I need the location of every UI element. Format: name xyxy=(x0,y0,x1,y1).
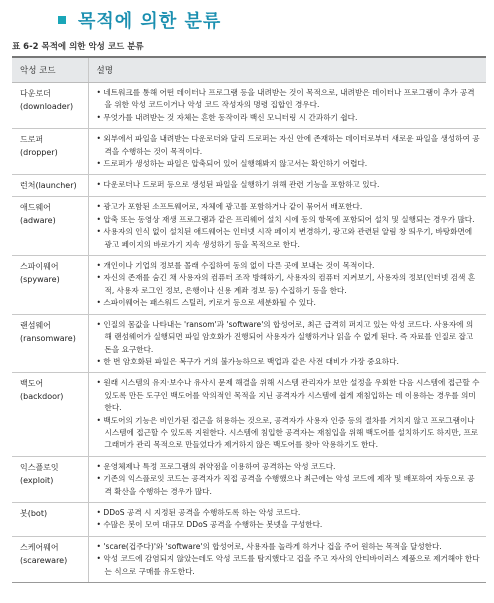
malware-name-line: 랜섬웨어 xyxy=(20,320,51,330)
description-item: • 한 번 암호화된 파일은 복구가 거의 불가능하므로 백업과 같은 사전 대비가 가장 중요하다. xyxy=(97,356,481,368)
section-heading xyxy=(58,6,221,34)
description-item: • 스파이웨어는 패스워드 스틸러, 키로거 등으로 세분화될 수 있다. xyxy=(97,297,481,309)
description-item: • 개인이나 기업의 정보를 몰래 수집하여 동의 없이 다른 곳에 보내는 것이 목적이다. xyxy=(97,260,481,272)
column-header-description: 설명 xyxy=(88,57,486,83)
malware-name-line: 백도어 xyxy=(20,379,44,389)
description-item: • 'scare(겁주다)'와 'software'의 합성어로, 사용자를 놀라게 하거나 겁을 주어 원하는 목적을 달성한다. xyxy=(97,541,481,553)
malware-name-line: (downloader) xyxy=(20,102,74,111)
malware-name-line: 런처(launcher) xyxy=(20,181,77,191)
description-list xyxy=(97,260,481,310)
malware-name-line: 드로퍼 xyxy=(20,135,44,145)
column-header-code: 악성 코드 xyxy=(12,57,88,83)
malware-name-cell xyxy=(12,175,88,197)
description-list xyxy=(97,541,481,578)
malware-name-line: (dropper) xyxy=(20,148,58,158)
malware-name-cell xyxy=(12,373,88,456)
malware-name-line: (exploit) xyxy=(20,475,54,485)
description-item: • 압축 또는 동영상 재생 프로그램과 같은 프리웨어 설치 시에 동의 항목에 포함되어 설치 및 실행되는 경우가 많다. xyxy=(97,214,481,226)
description-item: • 악성 코드에 감염되지 않았는데도 악성 코드를 탐지했다고 겁을 주고 자사의 안티바이러스 제품으로 제거해야 한다는 식으로 구매를 유도한다. xyxy=(97,553,481,578)
description-list xyxy=(97,179,481,191)
description-item: • 원래 시스템의 유지·보수나 유사시 문제 해결을 위해 시스템 관리자가 보안 설정을 우회한 다음 시스템에 접근할 수 있도록 만든 도구인 백도어를 악의적인 목적을 지닌 공격자가 시스템에 쉽게 재침입하는 데 이용하는 경우를 의미한다. xyxy=(97,377,481,414)
description-cell xyxy=(88,373,486,456)
malware-name-line: (scareware) xyxy=(20,555,68,565)
description-list xyxy=(97,461,481,498)
malware-name-cell xyxy=(12,536,88,582)
malware-name-cell xyxy=(12,456,88,502)
description-item: • 사용자의 인식 없이 설치된 애드웨어는 인터넷 시작 페이지 변경하기, 광고와 관련된 알림 창 띄우기, 바탕화면에 광고 페이지의 바로가기 지속 생성하기 등을 목적으로 한다. xyxy=(97,226,481,251)
description-cell xyxy=(88,314,486,373)
malware-name-line: 스파이웨어 xyxy=(20,262,59,272)
malware-name-line: (spyware) xyxy=(20,275,60,285)
description-cell xyxy=(88,256,486,315)
description-cell xyxy=(88,456,486,502)
description-item: • DDoS 공격 시 지정된 공격을 수행하도록 하는 악성 코드다. xyxy=(97,507,481,519)
description-list xyxy=(97,87,481,124)
table-row xyxy=(12,456,486,502)
table-row xyxy=(12,197,486,256)
malware-name-cell xyxy=(12,256,88,315)
malware-table xyxy=(12,56,486,583)
description-item: • 자신의 존재를 숨긴 채 사용자의 컴퓨터 조작 방해하기, 사용자의 컴퓨터 지켜보기, 사용자의 정보(인터넷 검색 흔적, 사용자 로그인 정보, 은행이나 신용 계좌 정보 등) 수집하기 등을 한다. xyxy=(97,272,481,297)
description-item: • 드로퍼가 생성하는 파일은 압축되어 있어 실행해봐지 않고서는 확인하기 어렵다. xyxy=(97,158,481,170)
description-list xyxy=(97,377,481,451)
description-list xyxy=(97,507,481,532)
description-list xyxy=(97,201,481,251)
malware-name-line: (adware) xyxy=(20,216,56,226)
description-list xyxy=(97,133,481,170)
table-row xyxy=(12,314,486,373)
malware-name-line: (backdoor) xyxy=(20,392,64,402)
malware-name-cell xyxy=(12,129,88,175)
description-item: • 백도어의 기능은 비인가된 접근을 허용하는 것으로, 공격자가 사용자 인증 등의 절차를 거치지 않고 프로그램이나 시스템에 접근할 수 있도록 지원한다. 시스템에 침입한 공격자는 재침입을 위해 백도어를 설치하기도 하지만, 프로그래머가 관리 목적으로 만들었다가 제거하지 않은 백도어를 찾아 악용하기도 한다. xyxy=(97,415,481,452)
section-title: 목적에 의한 분류 xyxy=(78,11,222,32)
description-item: • 수많은 봇이 모여 대규모 DDoS 공격을 수행하는 봇넷을 구성한다. xyxy=(97,519,481,531)
table-header-row xyxy=(12,57,486,83)
description-item: • 광고가 포함된 소프트웨어로, 자체에 광고를 포함하거나 같이 묶어서 배포한다. xyxy=(97,201,481,213)
table-row xyxy=(12,502,486,536)
malware-name-cell xyxy=(12,197,88,256)
malware-name-cell xyxy=(12,502,88,536)
square-bullet-icon xyxy=(58,16,66,24)
description-item: • 기존의 익스플로잇 코드는 공격자가 직접 공격을 수행했으나 최근에는 악성 코드에 제작 및 배포하여 자동으로 공격 확산을 수행하는 경우가 많다. xyxy=(97,473,481,498)
table-body xyxy=(12,83,486,583)
table-row xyxy=(12,83,486,129)
malware-name-cell xyxy=(12,314,88,373)
description-cell xyxy=(88,175,486,197)
description-item: • 운영체제나 특정 프로그램의 취약점을 이용하여 공격하는 악성 코드다. xyxy=(97,461,481,473)
table-row xyxy=(12,129,486,175)
malware-name-line: (ransomware) xyxy=(20,333,76,343)
description-item: • 무엇가를 내려받는 것 자체는 흔한 동작이라 백신 모니터링 시 간과하기 쉽다. xyxy=(97,112,481,124)
malware-name-cell xyxy=(12,83,88,129)
description-item: • 외부에서 파일을 내려받는 다운로더와 달리 드로퍼는 자신 안에 존재하는 데이터로부터 새로운 파일을 생성하여 공격을 수행하는 것이 목적이다. xyxy=(97,133,481,158)
malware-name-line: 스케어웨어 xyxy=(20,542,59,552)
description-list xyxy=(97,319,481,369)
description-cell xyxy=(88,536,486,582)
description-item: • 인질의 몸값을 나타내는 'ransom'과 'software'의 합성어로, 최근 급격히 퍼지고 있는 악성 코드다. 사용자에 의해 랜섬웨어가 실행되면 파일 암호화가 진행되어 사용자가 실행하거나 읽을 수 없게 된다. 즉 자료를 인질로 잡고 돈을 요구한다. xyxy=(97,319,481,356)
description-cell xyxy=(88,197,486,256)
description-cell xyxy=(88,502,486,536)
table-row xyxy=(12,256,486,315)
table-row xyxy=(12,536,486,582)
malware-name-line: 봇(bot) xyxy=(20,508,48,518)
table-row xyxy=(12,175,486,197)
malware-name-line: 다운로더 xyxy=(20,89,51,98)
table-caption: 표 6-2 목적에 의한 악성 코드 분류 xyxy=(12,42,144,52)
description-item: • 다운로더나 드로퍼 등으로 생성된 파일을 실행하기 위해 관련 기능을 포함하고 있다. xyxy=(97,179,481,191)
malware-name-line: 익스플로잇 xyxy=(20,462,59,472)
description-cell xyxy=(88,129,486,175)
description-cell xyxy=(88,83,486,129)
malware-name-line: 애드웨어 xyxy=(20,203,51,213)
table-row xyxy=(12,373,486,456)
description-item: • 네트워크를 통해 어떤 데이터나 프로그램 등을 내려받는 것이 목적으로, 내려받은 데이터나 프로그램이 추가 공격을 위한 악성 코드이거나 악성 코드 작성자의 명령 집합인 경우다. xyxy=(97,87,481,112)
